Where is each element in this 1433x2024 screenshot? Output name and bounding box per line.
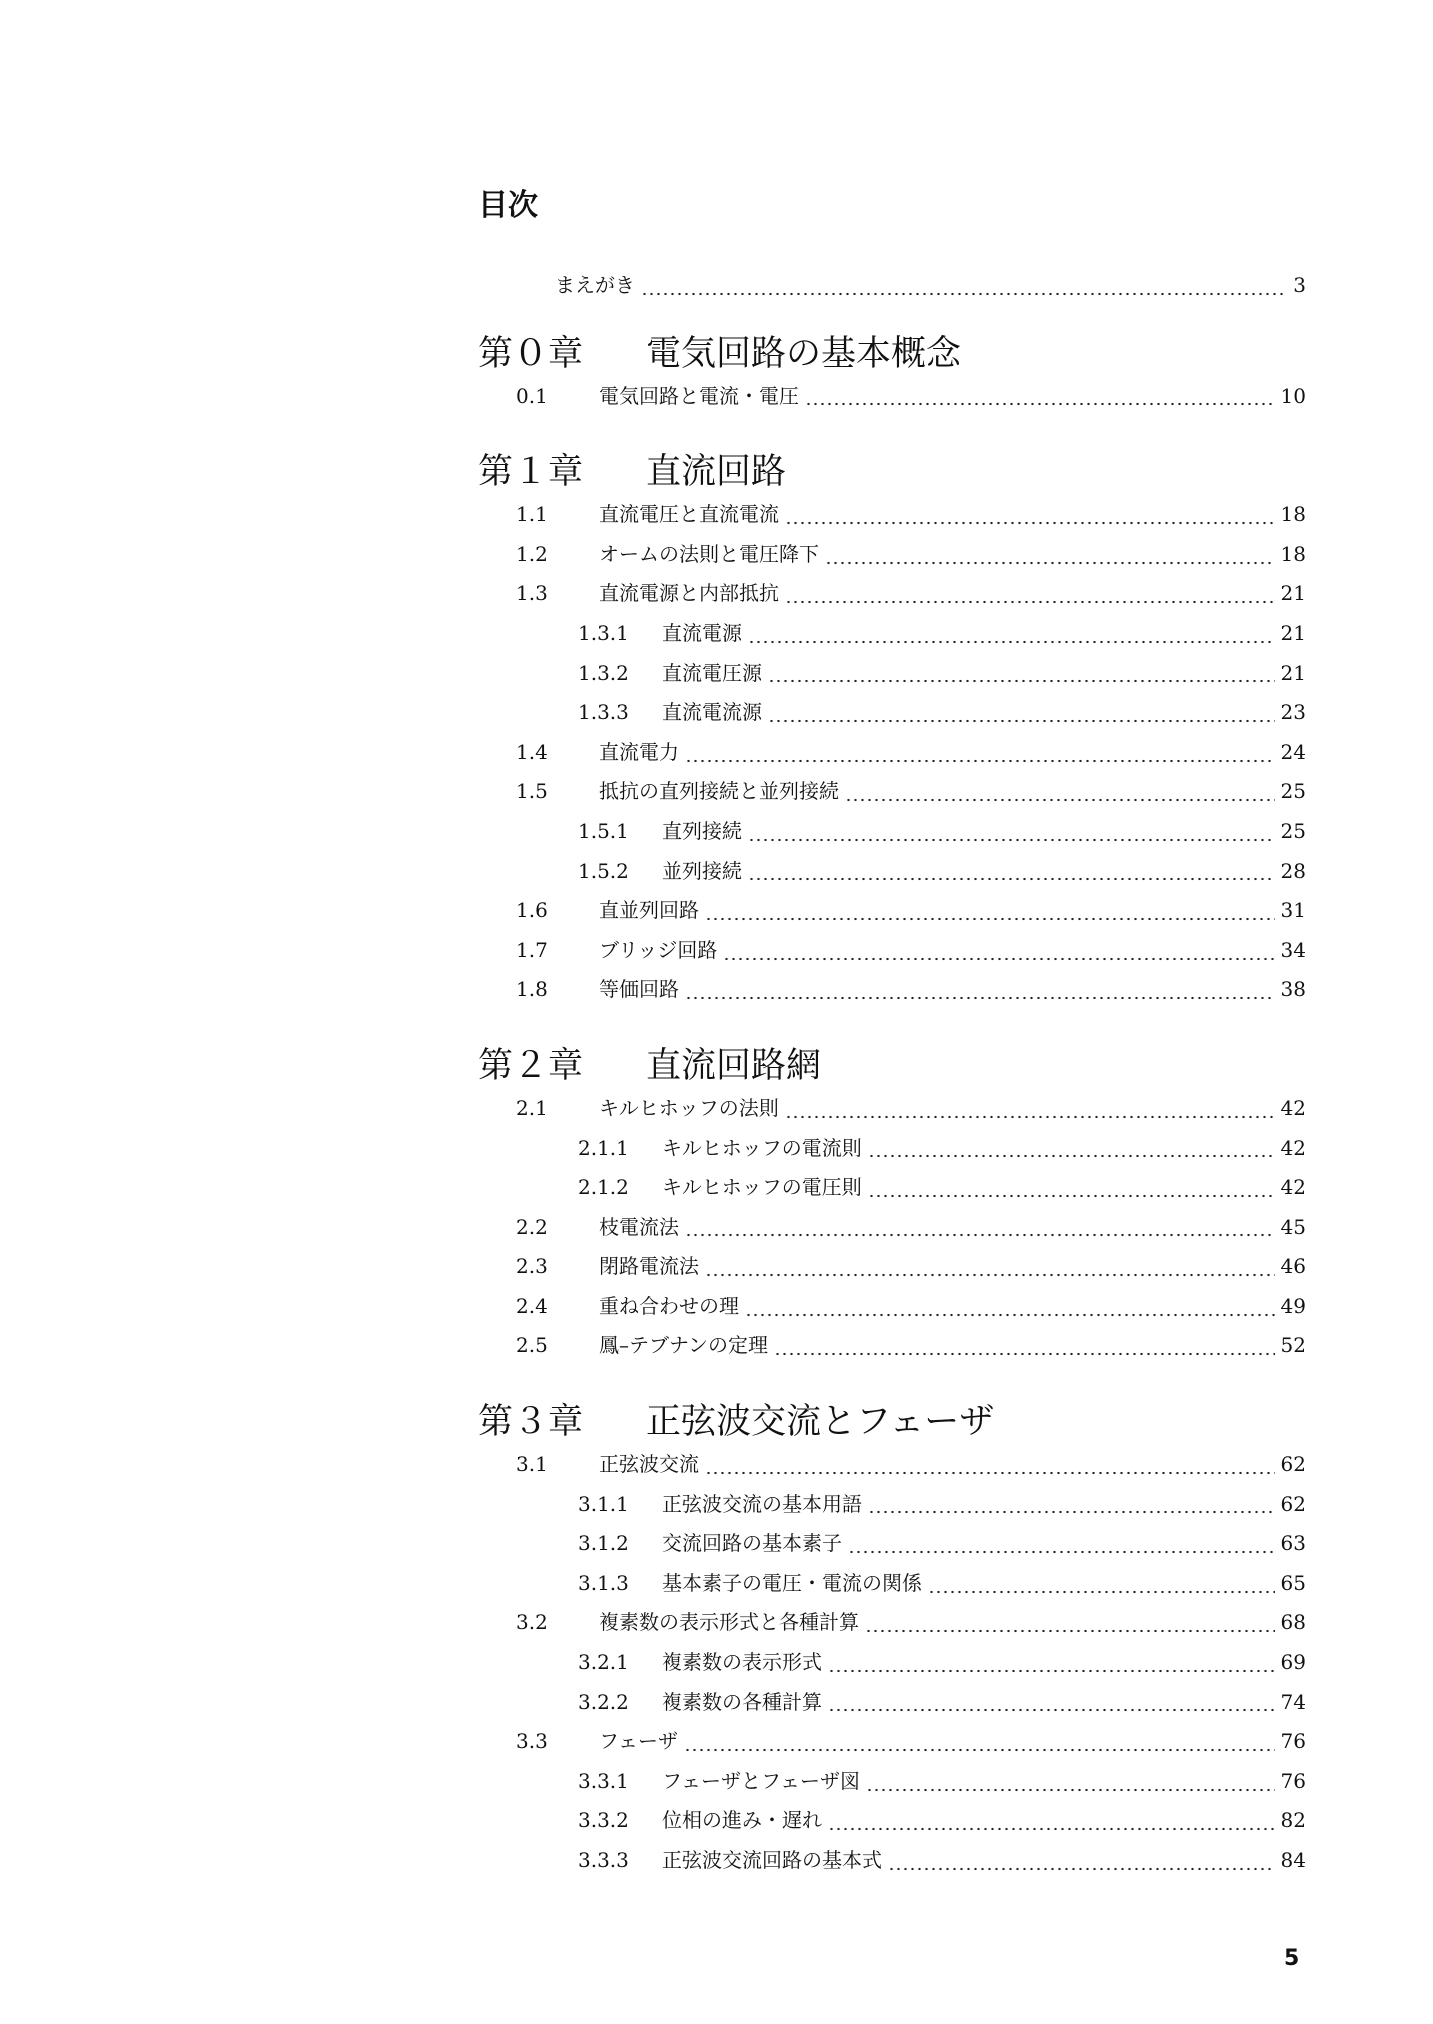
entry-title: 直列接続 <box>662 818 742 843</box>
entry-title: オームの法則と電圧降下 <box>599 541 819 566</box>
entry-page: 24 <box>1280 739 1306 764</box>
entry-number: 3.2 <box>516 1610 548 1635</box>
chapter-section <box>478 449 1306 1010</box>
entry-page: 31 <box>1280 898 1306 923</box>
entry-title: ブリッジ回路 <box>599 937 718 962</box>
toc-subsection-entry[interactable] <box>478 1485 1306 1525</box>
toc-subsection-entry[interactable] <box>478 1168 1306 1208</box>
entry-page: 42 <box>1280 1175 1306 1200</box>
entry-page: 42 <box>1280 1135 1306 1160</box>
entry-number: 3.3 <box>516 1729 548 1754</box>
dot-leader <box>866 1788 1275 1792</box>
entry-title: キルヒホッフの電圧則 <box>662 1175 862 1200</box>
toc-section-entry[interactable] <box>478 574 1306 614</box>
dot-leader <box>785 600 1275 604</box>
entry-number: 1.3.1 <box>578 620 629 645</box>
chapter-section <box>478 1399 1306 1881</box>
entry-number: 3.3.3 <box>578 1848 629 1872</box>
dot-leader <box>705 1273 1275 1277</box>
entry-page: 28 <box>1280 858 1306 883</box>
entry-number: 1.5.1 <box>578 818 629 843</box>
entry-title: 複素数の表示形式と各種計算 <box>599 1610 859 1635</box>
chapter-heading[interactable] <box>478 331 1306 377</box>
entry-number: 1.7 <box>516 937 548 962</box>
dot-leader <box>768 719 1275 723</box>
chapter-title: 正弦波交流とフェーザ <box>646 1402 995 1443</box>
entry-page: 25 <box>1280 779 1306 804</box>
dot-leader <box>868 1154 1275 1158</box>
entry-number: 3.1.1 <box>578 1491 629 1516</box>
chapter-section <box>478 331 1306 417</box>
entry-title: 直流電源と内部抵抗 <box>599 581 779 606</box>
entry-number: 2.3 <box>516 1254 548 1279</box>
chapter-label: 第３章 <box>478 1402 584 1443</box>
chapter-title: 電気回路の基本概念 <box>646 333 962 374</box>
entry-title: 直流電圧と直流電流 <box>599 502 779 527</box>
entry-page: 62 <box>1280 1491 1306 1516</box>
dot-leader <box>868 1194 1275 1198</box>
entry-title: 並列接続 <box>662 858 742 883</box>
entry-title: 鳳–テブナンの定理 <box>599 1333 768 1358</box>
entry-number: 2.1.1 <box>578 1135 629 1160</box>
dot-leader <box>748 640 1275 644</box>
entry-title: 閉路電流法 <box>599 1254 699 1279</box>
entry-title: 直流電流源 <box>662 700 762 725</box>
toc-section-entry[interactable] <box>478 1326 1306 1366</box>
entry-title: キルヒホッフの法則 <box>599 1095 779 1120</box>
entry-title: 交流回路の基本素子 <box>662 1531 842 1556</box>
toc-section-entry[interactable] <box>478 535 1306 575</box>
entry-number: 1.1 <box>516 502 548 527</box>
toc-subsection-entry[interactable] <box>478 1762 1306 1802</box>
toc-subsection-entry[interactable] <box>478 1801 1306 1841</box>
toc-subsection-entry[interactable] <box>478 654 1306 694</box>
entry-title: まえがき <box>555 273 635 297</box>
entry-page: 23 <box>1280 700 1306 725</box>
entry-page: 65 <box>1280 1570 1306 1595</box>
toc-section-entry[interactable] <box>478 772 1306 812</box>
chapter-label: 第２章 <box>478 1045 584 1086</box>
dot-leader <box>685 759 1275 763</box>
entry-title: 抵抗の直列接続と並列接続 <box>599 779 839 804</box>
toc-subsection-entry[interactable] <box>478 1524 1306 1564</box>
entry-number: 1.8 <box>516 977 548 1002</box>
chapter-heading[interactable] <box>478 1399 1306 1445</box>
entry-page: 69 <box>1280 1650 1306 1675</box>
dot-leader <box>774 1352 1275 1356</box>
entry-title: 直流電源 <box>662 620 742 645</box>
entry-title: 直流電力 <box>599 739 679 764</box>
dot-leader <box>868 1510 1275 1514</box>
dot-leader <box>785 1115 1275 1119</box>
dot-leader <box>705 1471 1275 1475</box>
toc-subsection-entry[interactable] <box>478 614 1306 654</box>
chapter-section <box>478 1043 1306 1366</box>
entry-page: 21 <box>1280 620 1306 645</box>
entry-title: フェーザ <box>599 1729 678 1754</box>
dot-leader <box>928 1590 1275 1594</box>
dot-leader <box>684 1748 1275 1752</box>
page-number: 5 <box>1284 1946 1300 1971</box>
dot-leader <box>845 798 1275 802</box>
entry-page: 76 <box>1280 1768 1306 1793</box>
entry-page: 46 <box>1280 1254 1306 1279</box>
dot-leader <box>888 1867 1275 1871</box>
entry-number: 0.1 <box>516 383 548 408</box>
entry-page: 45 <box>1280 1214 1306 1239</box>
entry-number: 3.2.2 <box>578 1689 629 1714</box>
toc-section-entry[interactable] <box>478 495 1306 535</box>
entry-number: 1.5.2 <box>578 858 629 883</box>
entry-number: 2.1.2 <box>578 1175 629 1200</box>
entry-number: 1.3 <box>516 581 548 606</box>
dot-leader <box>785 521 1275 525</box>
dot-leader <box>748 838 1275 842</box>
dot-leader <box>865 1629 1275 1633</box>
chapter-title: 直流回路 <box>646 452 787 493</box>
dot-leader <box>705 917 1275 921</box>
toc-subsection-entry[interactable] <box>478 1683 1306 1723</box>
table-of-contents <box>478 266 1306 1881</box>
entry-page: 49 <box>1280 1293 1306 1318</box>
toc-section-entry[interactable] <box>478 970 1306 1010</box>
toc-subsection-entry[interactable] <box>478 812 1306 852</box>
toc-section-entry[interactable] <box>478 1287 1306 1327</box>
dot-leader <box>825 561 1275 565</box>
entry-number: 3.1.3 <box>578 1570 629 1595</box>
toc-entry-preface[interactable] <box>478 266 1306 306</box>
dot-leader <box>641 292 1286 296</box>
entry-number: 3.2.1 <box>578 1650 629 1675</box>
toc-subsection-entry[interactable] <box>478 693 1306 733</box>
entry-page: 38 <box>1280 977 1306 1002</box>
entry-title: 複素数の表示形式 <box>662 1650 822 1675</box>
dot-leader <box>745 1313 1275 1317</box>
entry-number: 1.5 <box>516 779 548 804</box>
entry-number: 1.3.3 <box>578 700 629 725</box>
toc-subsection-entry[interactable] <box>478 852 1306 892</box>
chapter-label: 第０章 <box>478 333 584 374</box>
dot-leader <box>685 1233 1275 1237</box>
entry-number: 3.1.2 <box>578 1531 629 1556</box>
toc-section-entry[interactable] <box>478 1089 1306 1129</box>
entry-number: 1.3.2 <box>578 660 629 685</box>
entry-page: 21 <box>1280 660 1306 685</box>
toc-section-entry[interactable] <box>478 1208 1306 1248</box>
entry-number: 3.1 <box>516 1452 548 1477</box>
entry-title: 位相の進み・遅れ <box>662 1808 822 1833</box>
toc-section-entry[interactable] <box>478 891 1306 931</box>
entry-title: 直流電圧源 <box>662 660 762 685</box>
entry-page: 82 <box>1280 1808 1306 1833</box>
dot-leader <box>768 679 1275 683</box>
entry-number: 3.3.1 <box>578 1768 629 1793</box>
chapter-label: 第１章 <box>478 452 584 493</box>
entry-title: 複素数の各種計算 <box>662 1689 822 1714</box>
entry-number: 3.3.2 <box>578 1808 629 1833</box>
entry-page: 42 <box>1280 1095 1306 1120</box>
entry-page: 52 <box>1280 1333 1306 1358</box>
entry-title: 正弦波交流回路の基本式 <box>662 1848 882 1872</box>
entry-page: 62 <box>1280 1452 1306 1477</box>
chapter-heading[interactable] <box>478 449 1306 495</box>
toc-subsection-entry[interactable] <box>478 1841 1306 1881</box>
entry-number: 2.4 <box>516 1293 548 1318</box>
dot-leader <box>805 402 1275 406</box>
entry-title: 電気回路と電流・電圧 <box>599 383 799 408</box>
toc-section-entry[interactable] <box>478 733 1306 773</box>
dot-leader <box>828 1708 1275 1712</box>
toc-subsection-entry[interactable] <box>478 1129 1306 1169</box>
entry-number: 2.2 <box>516 1214 548 1239</box>
toc-subsection-entry[interactable] <box>478 1564 1306 1604</box>
entry-page: 63 <box>1280 1531 1306 1556</box>
toc-section-entry[interactable] <box>478 1722 1306 1762</box>
dot-leader <box>723 957 1274 961</box>
entry-page: 18 <box>1280 541 1306 566</box>
dot-leader <box>748 877 1275 881</box>
toc-section-entry[interactable] <box>478 1603 1306 1643</box>
entry-page: 10 <box>1280 383 1306 408</box>
dot-leader <box>828 1669 1275 1673</box>
entry-title: 枝電流法 <box>599 1214 679 1239</box>
entry-number: 1.4 <box>516 739 548 764</box>
chapter-title: 直流回路網 <box>646 1045 822 1086</box>
entry-page: 21 <box>1280 581 1306 606</box>
entry-title: フェーザとフェーザ図 <box>662 1768 860 1793</box>
entry-title: キルヒホッフの電流則 <box>662 1135 862 1160</box>
entry-page: 25 <box>1280 818 1306 843</box>
entry-title: 正弦波交流の基本用語 <box>662 1491 862 1516</box>
toc-subsection-entry[interactable] <box>478 1643 1306 1683</box>
entry-page: 76 <box>1280 1729 1306 1754</box>
entry-title: 正弦波交流 <box>599 1452 699 1477</box>
entry-title: 等価回路 <box>599 977 679 1002</box>
toc-section-entry[interactable] <box>478 377 1306 417</box>
entry-number: 2.5 <box>516 1333 548 1358</box>
toc-section-entry[interactable] <box>478 931 1306 971</box>
entry-number: 2.1 <box>516 1095 548 1120</box>
entry-page: 34 <box>1280 937 1306 962</box>
entry-title: 基本素子の電圧・電流の関係 <box>662 1570 922 1595</box>
entry-number: 1.6 <box>516 898 548 923</box>
entry-number: 1.2 <box>516 541 548 566</box>
entry-title: 重ね合わせの理 <box>599 1293 739 1318</box>
toc-section-entry[interactable] <box>478 1247 1306 1287</box>
toc-section-entry[interactable] <box>478 1445 1306 1485</box>
chapter-heading[interactable] <box>478 1043 1306 1089</box>
dot-leader <box>848 1550 1275 1554</box>
toc-heading: 目次 <box>478 188 538 223</box>
entry-page: 84 <box>1280 1848 1306 1872</box>
entry-page: 3 <box>1293 273 1306 297</box>
entry-page: 74 <box>1280 1689 1306 1714</box>
entry-title: 直並列回路 <box>599 898 699 923</box>
entry-page: 68 <box>1280 1610 1306 1635</box>
dot-leader <box>828 1827 1275 1831</box>
entry-page: 18 <box>1280 502 1306 527</box>
dot-leader <box>685 996 1275 1000</box>
